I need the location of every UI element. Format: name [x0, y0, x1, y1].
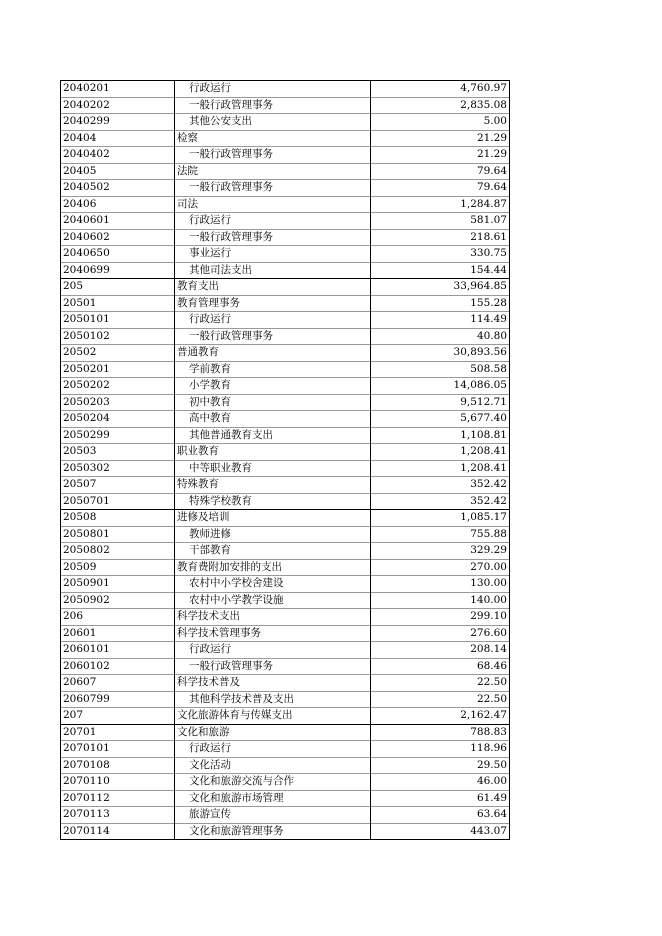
amount-cell: 22.50: [371, 675, 510, 692]
subject-name-cell: 文化和旅游管理事务: [175, 823, 371, 840]
table-row: [61, 361, 510, 378]
subject-name-cell: 检察: [175, 130, 371, 147]
amount-cell: 755.88: [371, 526, 510, 543]
subject-name-cell: 科学技术普及: [175, 675, 371, 692]
amount-cell: 352.42: [371, 477, 510, 494]
amount-cell: 21.29: [371, 147, 510, 164]
table-row: [61, 246, 510, 263]
subject-code-cell: 2060101: [61, 642, 175, 659]
table-row: [61, 609, 510, 626]
subject-name-cell: 行政运行: [175, 312, 371, 329]
subject-code-cell: 2050203: [61, 394, 175, 411]
amount-cell: 33,964.85: [371, 279, 510, 296]
subject-code-cell: 2050202: [61, 378, 175, 395]
amount-cell: 2,162.47: [371, 708, 510, 725]
amount-cell: 68.46: [371, 658, 510, 675]
subject-code-cell: 20508: [61, 510, 175, 527]
subject-code-cell: 2050901: [61, 576, 175, 593]
table-row: [61, 279, 510, 296]
subject-code-cell: 20701: [61, 724, 175, 741]
subject-name-cell: 职业教育: [175, 444, 371, 461]
table-row: [61, 658, 510, 675]
subject-name-cell: 行政运行: [175, 213, 371, 230]
subject-code-cell: 20507: [61, 477, 175, 494]
amount-cell: 208.14: [371, 642, 510, 659]
table-row: [61, 526, 510, 543]
amount-cell: 1,208.41: [371, 460, 510, 477]
table-row: [61, 724, 510, 741]
table-row: [61, 328, 510, 345]
subject-code-cell: 2060102: [61, 658, 175, 675]
amount-cell: 61.49: [371, 790, 510, 807]
subject-code-cell: 2070101: [61, 741, 175, 758]
table-row: [61, 213, 510, 230]
table-row: [61, 394, 510, 411]
subject-code-cell: 2070110: [61, 774, 175, 791]
subject-name-cell: 一般行政管理事务: [175, 328, 371, 345]
amount-cell: 1,284.87: [371, 196, 510, 213]
table-row: [61, 807, 510, 824]
table-row: [61, 444, 510, 461]
amount-cell: 79.64: [371, 163, 510, 180]
table-row: [61, 741, 510, 758]
table-row: [61, 81, 510, 98]
subject-code-cell: 2070108: [61, 757, 175, 774]
subject-code-cell: 2050101: [61, 312, 175, 329]
table-row: [61, 625, 510, 642]
subject-code-cell: 2050102: [61, 328, 175, 345]
table-row: [61, 345, 510, 362]
amount-cell: 1,085.17: [371, 510, 510, 527]
subject-code-cell: 20601: [61, 625, 175, 642]
table-row: [61, 427, 510, 444]
amount-cell: 14,086.05: [371, 378, 510, 395]
subject-name-cell: 教育管理事务: [175, 295, 371, 312]
amount-cell: 29.50: [371, 757, 510, 774]
table-row: [61, 823, 510, 840]
table-row: [61, 757, 510, 774]
subject-name-cell: 学前教育: [175, 361, 371, 378]
budget-expenditure-table: [60, 80, 510, 840]
subject-code-cell: 20607: [61, 675, 175, 692]
amount-cell: 118.96: [371, 741, 510, 758]
table-row: [61, 543, 510, 560]
subject-code-cell: 2060799: [61, 691, 175, 708]
subject-name-cell: 普通教育: [175, 345, 371, 362]
table-row: [61, 477, 510, 494]
subject-code-cell: 205: [61, 279, 175, 296]
subject-name-cell: 农村中小学教学设施: [175, 592, 371, 609]
subject-name-cell: 行政运行: [175, 642, 371, 659]
table-row: [61, 493, 510, 510]
amount-cell: 79.64: [371, 180, 510, 197]
subject-name-cell: 科学技术管理事务: [175, 625, 371, 642]
table-row: [61, 130, 510, 147]
subject-name-cell: 其他公安支出: [175, 114, 371, 131]
subject-code-cell: 2070112: [61, 790, 175, 807]
subject-code-cell: 20502: [61, 345, 175, 362]
table-row: [61, 262, 510, 279]
subject-name-cell: 行政运行: [175, 741, 371, 758]
subject-code-cell: 2040601: [61, 213, 175, 230]
amount-cell: 299.10: [371, 609, 510, 626]
subject-name-cell: 一般行政管理事务: [175, 658, 371, 675]
amount-cell: 140.00: [371, 592, 510, 609]
subject-name-cell: 小学教育: [175, 378, 371, 395]
subject-code-cell: 20406: [61, 196, 175, 213]
table-row: [61, 642, 510, 659]
amount-cell: 46.00: [371, 774, 510, 791]
amount-cell: 63.64: [371, 807, 510, 824]
table-row: [61, 675, 510, 692]
subject-code-cell: 2050201: [61, 361, 175, 378]
subject-code-cell: 2070114: [61, 823, 175, 840]
table-row: [61, 312, 510, 329]
subject-name-cell: 其他普通教育支出: [175, 427, 371, 444]
table-row: [61, 378, 510, 395]
subject-code-cell: 20405: [61, 163, 175, 180]
table-row: [61, 460, 510, 477]
amount-cell: 114.49: [371, 312, 510, 329]
subject-code-cell: 20509: [61, 559, 175, 576]
amount-cell: 130.00: [371, 576, 510, 593]
subject-name-cell: 一般行政管理事务: [175, 97, 371, 114]
amount-cell: 352.42: [371, 493, 510, 510]
subject-name-cell: 其他司法支出: [175, 262, 371, 279]
subject-code-cell: 2050204: [61, 411, 175, 428]
subject-name-cell: 教育费附加安排的支出: [175, 559, 371, 576]
subject-code-cell: 2040650: [61, 246, 175, 263]
subject-code-cell: 20503: [61, 444, 175, 461]
subject-name-cell: 文化旅游体育与传媒支出: [175, 708, 371, 725]
amount-cell: 21.29: [371, 130, 510, 147]
amount-cell: 330.75: [371, 246, 510, 263]
subject-name-cell: 旅游宣传: [175, 807, 371, 824]
subject-code-cell: 2050801: [61, 526, 175, 543]
amount-cell: 270.00: [371, 559, 510, 576]
subject-name-cell: 特殊学校教育: [175, 493, 371, 510]
amount-cell: 508.58: [371, 361, 510, 378]
amount-cell: 1,108.81: [371, 427, 510, 444]
subject-code-cell: 2050902: [61, 592, 175, 609]
subject-name-cell: 中等职业教育: [175, 460, 371, 477]
amount-cell: 788.83: [371, 724, 510, 741]
subject-name-cell: 农村中小学校舍建设: [175, 576, 371, 593]
amount-cell: 218.61: [371, 229, 510, 246]
subject-code-cell: 2040202: [61, 97, 175, 114]
amount-cell: 2,835.08: [371, 97, 510, 114]
amount-cell: 30,893.56: [371, 345, 510, 362]
subject-code-cell: 2040502: [61, 180, 175, 197]
amount-cell: 1,208.41: [371, 444, 510, 461]
table-row: [61, 196, 510, 213]
subject-code-cell: 2040299: [61, 114, 175, 131]
subject-code-cell: 2040699: [61, 262, 175, 279]
amount-cell: 9,512.71: [371, 394, 510, 411]
subject-name-cell: 法院: [175, 163, 371, 180]
amount-cell: 5.00: [371, 114, 510, 131]
subject-name-cell: 事业运行: [175, 246, 371, 263]
table-row: [61, 774, 510, 791]
subject-name-cell: 行政运行: [175, 81, 371, 98]
amount-cell: 154.44: [371, 262, 510, 279]
amount-cell: 5,677.40: [371, 411, 510, 428]
subject-name-cell: 高中教育: [175, 411, 371, 428]
subject-code-cell: 2040402: [61, 147, 175, 164]
subject-name-cell: 文化活动: [175, 757, 371, 774]
amount-cell: 329.29: [371, 543, 510, 560]
subject-code-cell: 207: [61, 708, 175, 725]
subject-code-cell: 2050302: [61, 460, 175, 477]
subject-name-cell: 一般行政管理事务: [175, 180, 371, 197]
subject-name-cell: 文化和旅游交流与合作: [175, 774, 371, 791]
subject-name-cell: 教师进修: [175, 526, 371, 543]
subject-name-cell: 进修及培训: [175, 510, 371, 527]
subject-code-cell: 2040201: [61, 81, 175, 98]
subject-name-cell: 干部教育: [175, 543, 371, 560]
table-row: [61, 559, 510, 576]
amount-cell: 443.07: [371, 823, 510, 840]
table-body: [61, 81, 510, 840]
subject-name-cell: 教育支出: [175, 279, 371, 296]
amount-cell: 581.07: [371, 213, 510, 230]
subject-code-cell: 2040602: [61, 229, 175, 246]
table-row: [61, 163, 510, 180]
table-row: [61, 510, 510, 527]
table-row: [61, 411, 510, 428]
subject-name-cell: 科学技术支出: [175, 609, 371, 626]
table-row: [61, 790, 510, 807]
table-row: [61, 295, 510, 312]
subject-code-cell: 2050299: [61, 427, 175, 444]
subject-name-cell: 文化和旅游: [175, 724, 371, 741]
subject-code-cell: 2050701: [61, 493, 175, 510]
amount-cell: 276.60: [371, 625, 510, 642]
subject-name-cell: 司法: [175, 196, 371, 213]
subject-name-cell: 一般行政管理事务: [175, 229, 371, 246]
subject-code-cell: 2050802: [61, 543, 175, 560]
subject-name-cell: 文化和旅游市场管理: [175, 790, 371, 807]
table-row: [61, 114, 510, 131]
subject-code-cell: 20501: [61, 295, 175, 312]
table-row: [61, 180, 510, 197]
subject-name-cell: 一般行政管理事务: [175, 147, 371, 164]
amount-cell: 22.50: [371, 691, 510, 708]
table-row: [61, 229, 510, 246]
subject-name-cell: 初中教育: [175, 394, 371, 411]
table-row: [61, 97, 510, 114]
amount-cell: 4,760.97: [371, 81, 510, 98]
table-row: [61, 691, 510, 708]
table-row: [61, 576, 510, 593]
table-row: [61, 592, 510, 609]
subject-code-cell: 2070113: [61, 807, 175, 824]
subject-name-cell: 其他科学技术普及支出: [175, 691, 371, 708]
table-row: [61, 708, 510, 725]
table-row: [61, 147, 510, 164]
subject-code-cell: 20404: [61, 130, 175, 147]
subject-code-cell: 206: [61, 609, 175, 626]
subject-name-cell: 特殊教育: [175, 477, 371, 494]
amount-cell: 155.28: [371, 295, 510, 312]
amount-cell: 40.80: [371, 328, 510, 345]
